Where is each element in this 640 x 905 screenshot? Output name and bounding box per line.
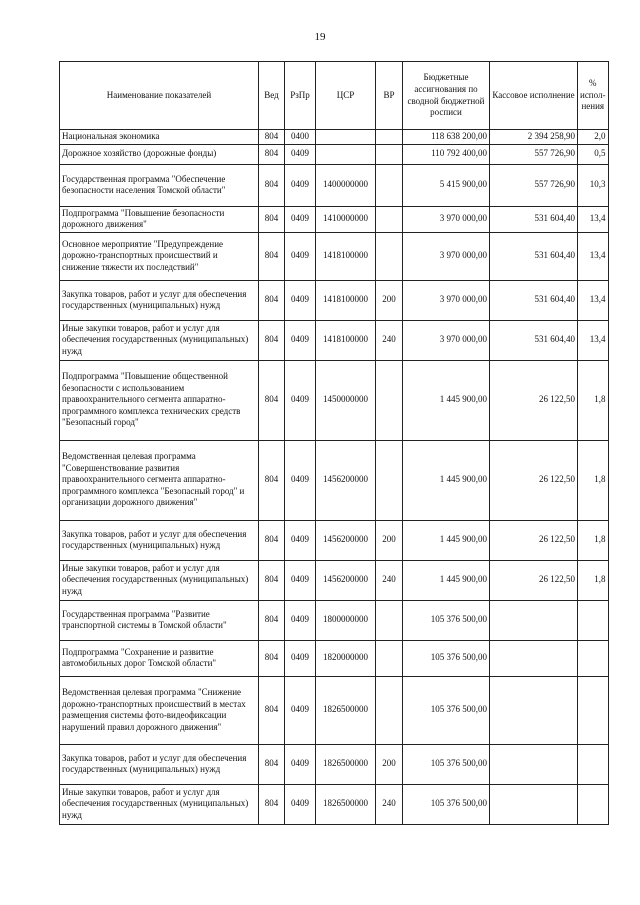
table-row <box>60 130 609 145</box>
cell-rzpr: 0409 <box>285 440 316 520</box>
cell-ved: 804 <box>259 320 285 360</box>
cell-cash <box>490 784 578 824</box>
cell-budget: 1 445 900,00 <box>403 560 490 600</box>
table-row <box>60 144 609 164</box>
cell-rzpr: 0409 <box>285 206 316 232</box>
cell-cash <box>490 744 578 784</box>
cell-pct: 13,4 <box>578 232 609 280</box>
cell-csr <box>316 130 376 145</box>
table-row <box>60 320 609 360</box>
cell-csr: 1418100000 <box>316 320 376 360</box>
cell-budget: 105 376 500,00 <box>403 744 490 784</box>
cell-budget: 118 638 200,00 <box>403 130 490 145</box>
cell-vr <box>376 440 403 520</box>
cell-budget: 5 415 900,00 <box>403 164 490 206</box>
cell-pct: 1,8 <box>578 520 609 560</box>
cell-ved: 804 <box>259 280 285 320</box>
cell-ved: 804 <box>259 232 285 280</box>
cell-budget: 105 376 500,00 <box>403 600 490 640</box>
cell-vr <box>376 600 403 640</box>
cell-rzpr: 0409 <box>285 600 316 640</box>
cell-ved: 804 <box>259 440 285 520</box>
cell-cash: 531 604,40 <box>490 206 578 232</box>
cell-rzpr: 0409 <box>285 560 316 600</box>
cell-ved: 804 <box>259 784 285 824</box>
cell-budget: 110 792 400,00 <box>403 144 490 164</box>
cell-name: Иные закупки товаров, работ и услуг для обеспечения государственных (муниципальных) нужд <box>60 560 259 600</box>
cell-rzpr: 0409 <box>285 744 316 784</box>
header-rzpr: РзПр <box>285 62 316 130</box>
cell-name: Закупка товаров, работ и услуг для обеспечения государственных (муниципальных) нужд <box>60 280 259 320</box>
cell-budget: 1 445 900,00 <box>403 520 490 560</box>
cell-pct <box>578 640 609 676</box>
cell-cash: 26 122,50 <box>490 520 578 560</box>
table-row <box>60 164 609 206</box>
cell-budget: 105 376 500,00 <box>403 676 490 744</box>
cell-budget: 3 970 000,00 <box>403 280 490 320</box>
cell-name: Государственная программа "Развитие транспортной системы в Томской области" <box>60 600 259 640</box>
table-row <box>60 440 609 520</box>
page-number: 19 <box>314 31 326 43</box>
cell-name: Государственная программа "Обеспечение безопасности населения Томской области" <box>60 164 259 206</box>
cell-cash <box>490 640 578 676</box>
cell-pct: 13,4 <box>578 206 609 232</box>
cell-vr: 200 <box>376 280 403 320</box>
cell-budget: 1 445 900,00 <box>403 360 490 440</box>
cell-vr <box>376 360 403 440</box>
cell-name: Основное мероприятие "Предупреждение дорожно-транспортных происшествий и снижение тяжести их последствий" <box>60 232 259 280</box>
cell-csr: 1826500000 <box>316 784 376 824</box>
cell-vr <box>376 640 403 676</box>
cell-rzpr: 0409 <box>285 640 316 676</box>
cell-name: Дорожное хозяйство (дорожные фонды) <box>60 144 259 164</box>
cell-rzpr: 0409 <box>285 784 316 824</box>
cell-rzpr: 0409 <box>285 144 316 164</box>
cell-ved: 804 <box>259 520 285 560</box>
cell-name: Подпрограмма "Повышение безопасности дорожного движения" <box>60 206 259 232</box>
header-ved: Вед <box>259 62 285 130</box>
cell-cash <box>490 676 578 744</box>
table-row <box>60 232 609 280</box>
cell-name: Иные закупки товаров, работ и услуг для обеспечения государственных (муниципальных) нужд <box>60 784 259 824</box>
table-row <box>60 744 609 784</box>
table-row <box>60 360 609 440</box>
cell-name: Национальная экономика <box>60 130 259 145</box>
cell-cash: 26 122,50 <box>490 560 578 600</box>
cell-pct <box>578 600 609 640</box>
cell-cash: 531 604,40 <box>490 232 578 280</box>
cell-csr: 1820000000 <box>316 640 376 676</box>
cell-rzpr: 0409 <box>285 232 316 280</box>
cell-pct: 0,5 <box>578 144 609 164</box>
cell-name: Подпрограмма "Повышение общественной безопасности с использованием правоохранительного сегмента аппаратно-программного комплекса технических средств "Безопасный город" <box>60 360 259 440</box>
table-row <box>60 640 609 676</box>
cell-ved: 804 <box>259 164 285 206</box>
cell-vr: 200 <box>376 520 403 560</box>
cell-budget: 105 376 500,00 <box>403 640 490 676</box>
table-row <box>60 784 609 824</box>
cell-rzpr: 0400 <box>285 130 316 145</box>
cell-csr: 1418100000 <box>316 280 376 320</box>
cell-cash: 26 122,50 <box>490 440 578 520</box>
cell-budget: 1 445 900,00 <box>403 440 490 520</box>
cell-pct: 1,8 <box>578 560 609 600</box>
cell-ved: 804 <box>259 600 285 640</box>
cell-name: Подпрограмма "Сохранение и развитие автомобильных дорог Томской области" <box>60 640 259 676</box>
cell-ved: 804 <box>259 130 285 145</box>
cell-rzpr: 0409 <box>285 280 316 320</box>
cell-name: Закупка товаров, работ и услуг для обеспечения государственных (муниципальных) нужд <box>60 744 259 784</box>
cell-vr <box>376 206 403 232</box>
budget-execution-table <box>59 61 609 825</box>
cell-csr: 1456200000 <box>316 560 376 600</box>
cell-ved: 804 <box>259 360 285 440</box>
cell-vr: 240 <box>376 784 403 824</box>
cell-ved: 804 <box>259 206 285 232</box>
cell-name: Закупка товаров, работ и услуг для обеспечения государственных (муниципальных) нужд <box>60 520 259 560</box>
cell-cash <box>490 600 578 640</box>
cell-cash: 2 394 258,90 <box>490 130 578 145</box>
cell-csr: 1450000000 <box>316 360 376 440</box>
cell-pct <box>578 676 609 744</box>
cell-pct <box>578 744 609 784</box>
table-row <box>60 560 609 600</box>
cell-vr: 200 <box>376 744 403 784</box>
table-row <box>60 676 609 744</box>
header-name: Наименование показателей <box>60 62 259 130</box>
table-row <box>60 280 609 320</box>
cell-pct: 1,8 <box>578 360 609 440</box>
cell-csr: 1400000000 <box>316 164 376 206</box>
cell-vr: 240 <box>376 560 403 600</box>
cell-csr: 1826500000 <box>316 744 376 784</box>
cell-budget: 105 376 500,00 <box>403 784 490 824</box>
cell-vr <box>376 676 403 744</box>
cell-vr <box>376 144 403 164</box>
cell-pct: 2,0 <box>578 130 609 145</box>
table-row <box>60 600 609 640</box>
cell-pct: 13,4 <box>578 280 609 320</box>
table-row <box>60 206 609 232</box>
cell-budget: 3 970 000,00 <box>403 232 490 280</box>
header-budget: Бюджетные ассигнования по сводной бюджетной росписи <box>403 62 490 130</box>
cell-pct: 13,4 <box>578 320 609 360</box>
cell-vr: 240 <box>376 320 403 360</box>
cell-cash: 557 726,90 <box>490 164 578 206</box>
cell-rzpr: 0409 <box>285 320 316 360</box>
cell-csr: 1456200000 <box>316 520 376 560</box>
cell-ved: 804 <box>259 640 285 676</box>
table-header-row <box>60 62 609 130</box>
cell-csr: 1826500000 <box>316 676 376 744</box>
cell-csr <box>316 144 376 164</box>
cell-cash: 26 122,50 <box>490 360 578 440</box>
cell-budget: 3 970 000,00 <box>403 206 490 232</box>
cell-pct: 10,3 <box>578 164 609 206</box>
cell-csr: 1418100000 <box>316 232 376 280</box>
cell-cash: 557 726,90 <box>490 144 578 164</box>
cell-csr: 1410000000 <box>316 206 376 232</box>
cell-csr: 1800000000 <box>316 600 376 640</box>
header-csr: ЦСР <box>316 62 376 130</box>
cell-cash: 531 604,40 <box>490 280 578 320</box>
cell-cash: 531 604,40 <box>490 320 578 360</box>
cell-ved: 804 <box>259 144 285 164</box>
table-body <box>60 130 609 825</box>
cell-ved: 804 <box>259 744 285 784</box>
cell-vr <box>376 130 403 145</box>
cell-vr <box>376 164 403 206</box>
cell-name: Ведомственная целевая программа "Совершенствование развития правоохранительного сегмента аппаратно-программного комплекса "Безопасный город" и организации дорожного движения" <box>60 440 259 520</box>
cell-budget: 3 970 000,00 <box>403 320 490 360</box>
cell-ved: 804 <box>259 676 285 744</box>
header-pct: % испол-нения <box>578 62 609 130</box>
cell-csr: 1456200000 <box>316 440 376 520</box>
header-vr: ВР <box>376 62 403 130</box>
cell-rzpr: 0409 <box>285 520 316 560</box>
cell-rzpr: 0409 <box>285 164 316 206</box>
cell-ved: 804 <box>259 560 285 600</box>
cell-name: Иные закупки товаров, работ и услуг для обеспечения государственных (муниципальных) нужд <box>60 320 259 360</box>
table-row <box>60 520 609 560</box>
cell-rzpr: 0409 <box>285 676 316 744</box>
cell-name: Ведомственная целевая программа "Снижение дорожно-транспортных происшествий в местах размещения системы фото-видеофиксации нарушений правил дорожного движения" <box>60 676 259 744</box>
cell-pct: 1,8 <box>578 440 609 520</box>
header-cash: Кассовое исполнение <box>490 62 578 130</box>
cell-vr <box>376 232 403 280</box>
cell-pct <box>578 784 609 824</box>
cell-rzpr: 0409 <box>285 360 316 440</box>
